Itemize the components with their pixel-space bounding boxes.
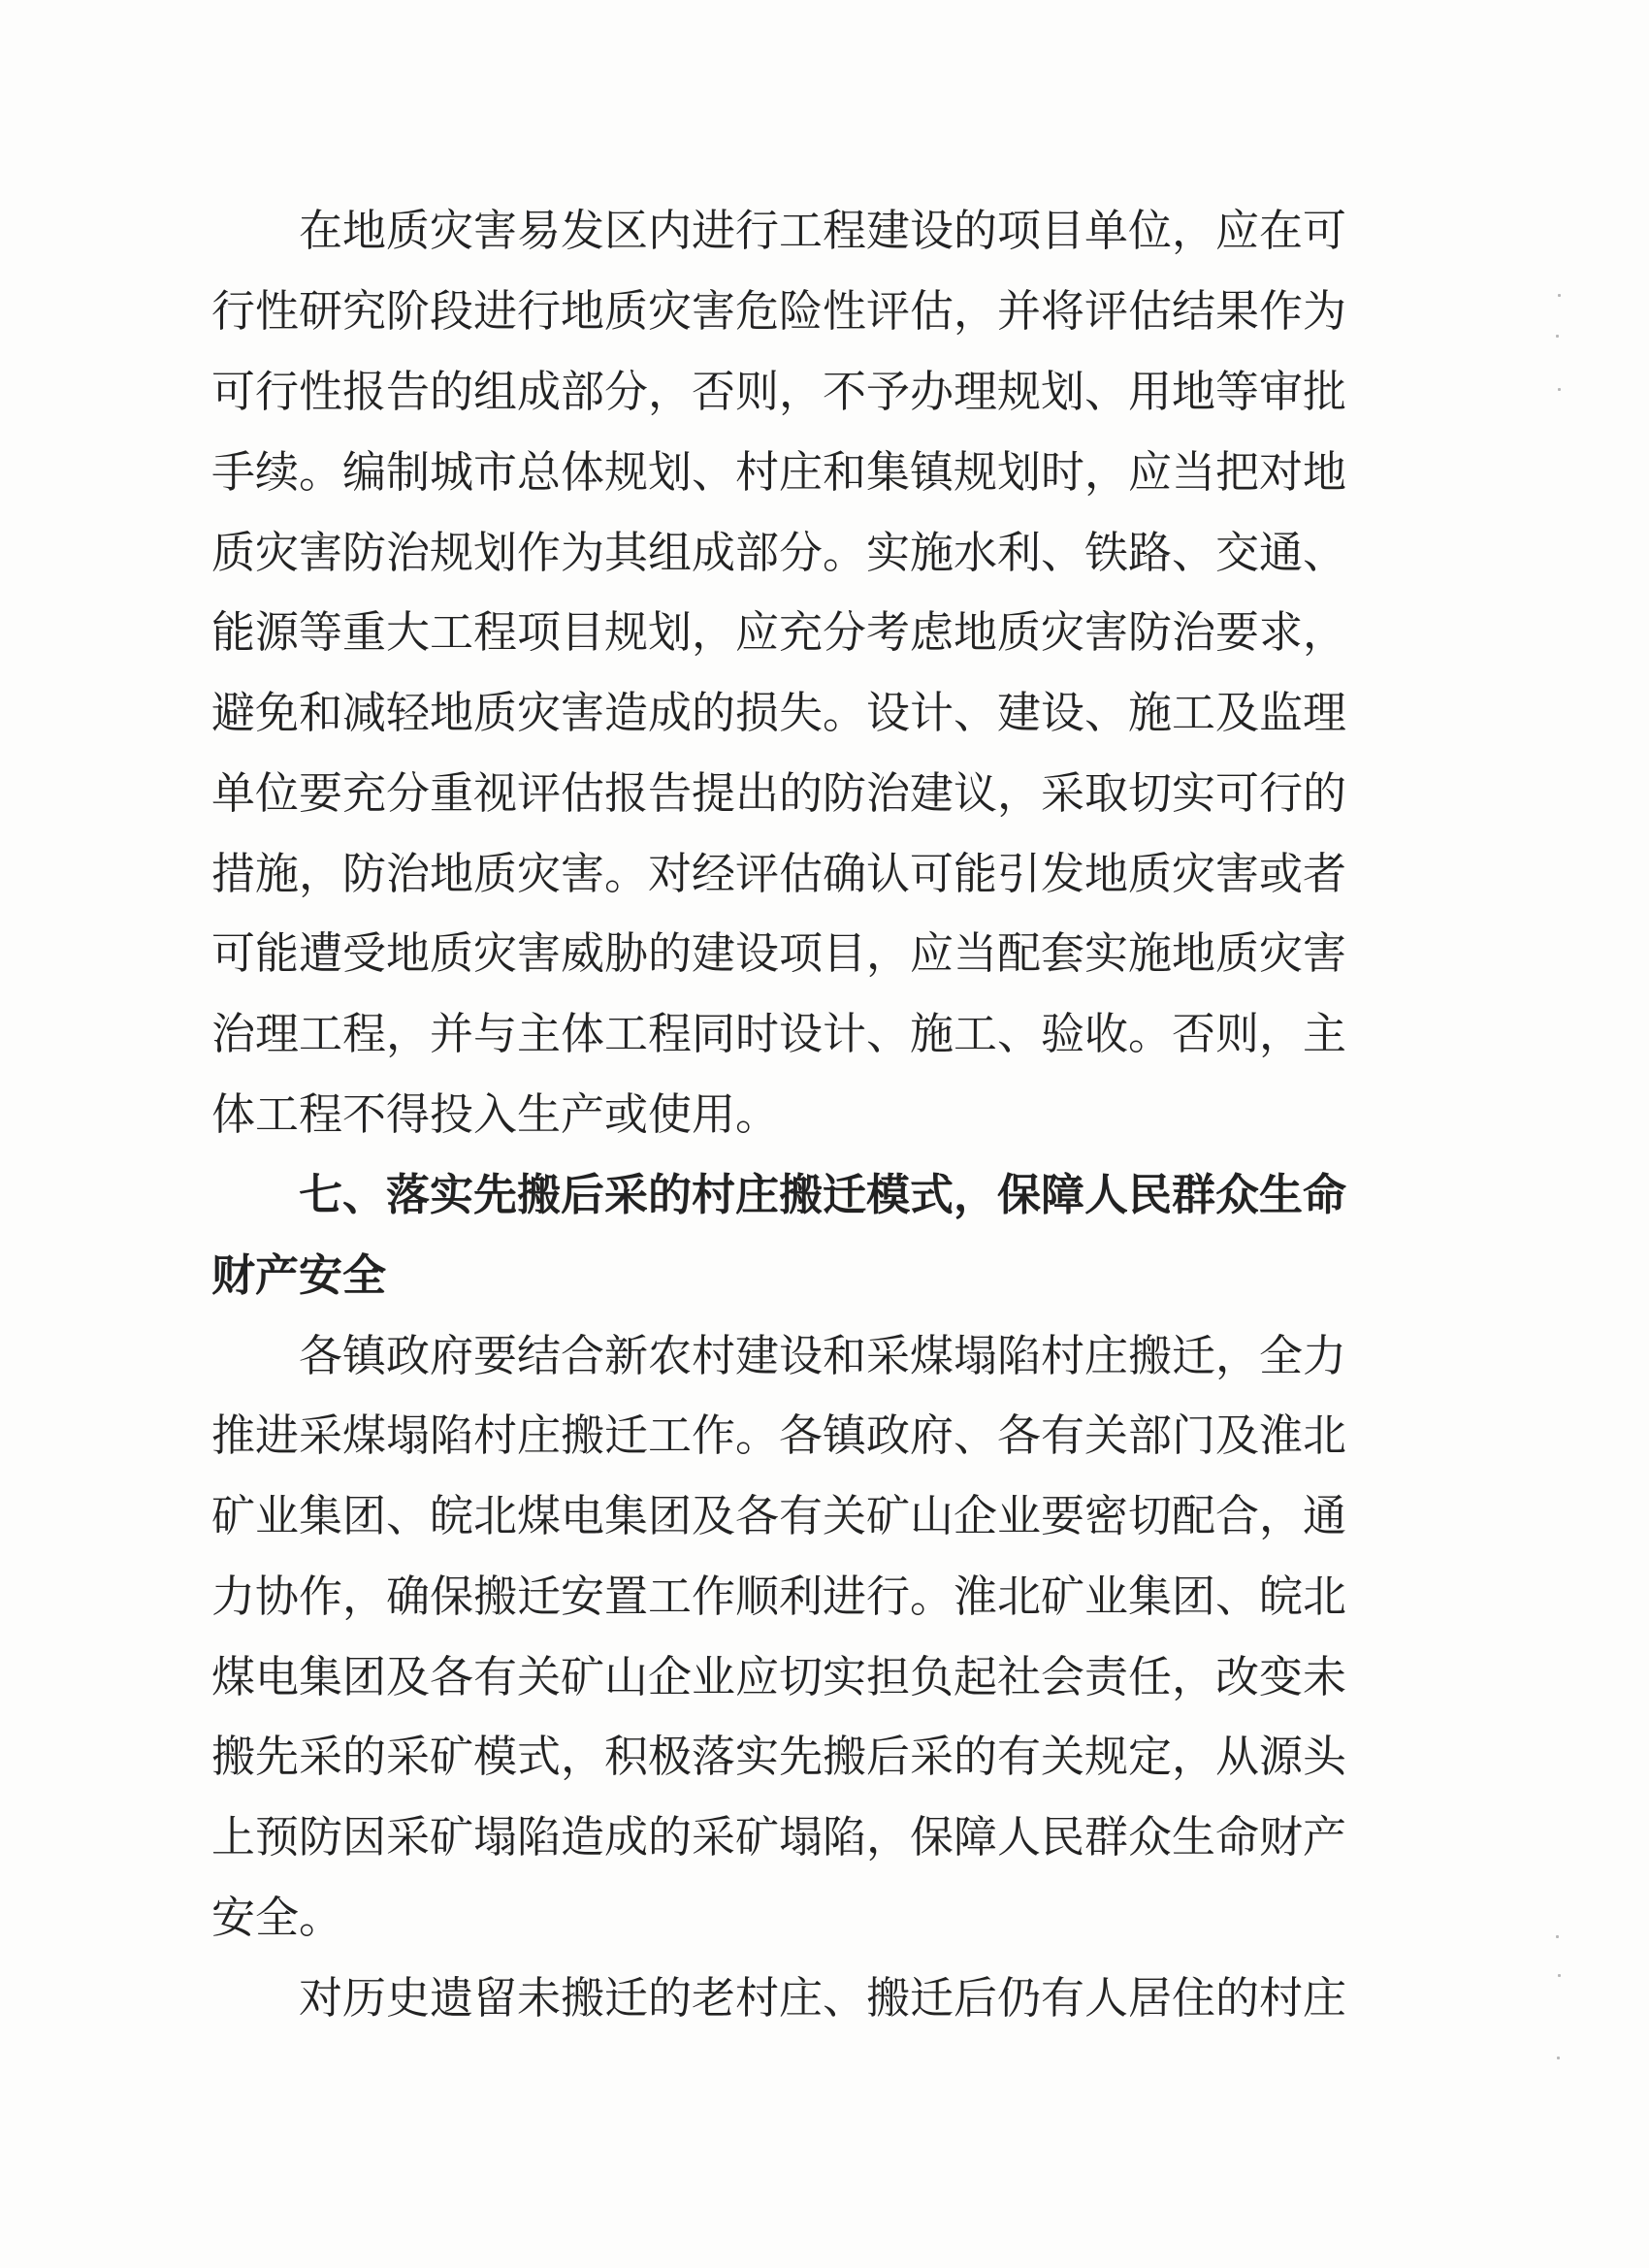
scan-speck (1558, 1974, 1561, 1977)
text-line: 措施，防治地质灾害。对经评估确认可能引发地质灾害或者 (211, 848, 1347, 899)
text-line: 煤电集团及各有关矿山企业应切实担负起社会责任，改变未 (211, 1651, 1347, 1702)
section-heading: 七、落实先搬后采的村庄搬迁模式，保障人民群众生命 (299, 1169, 1347, 1220)
scan-speck (1558, 388, 1561, 391)
text-line: 单位要充分重视评估报告提出的防治建议，采取切实可行的 (211, 767, 1347, 819)
text-line: 各镇政府要结合新农村建设和采煤塌陷村庄搬迁，全力 (299, 1330, 1347, 1381)
section-heading-continued: 财产安全 (211, 1249, 387, 1301)
text-line: 矿业集团、皖北煤电集团及各有关矿山企业要密切配合，通 (211, 1490, 1347, 1541)
text-line: 对历史遗留未搬迁的老村庄、搬迁后仍有人居住的村庄 (299, 1972, 1347, 2024)
text-line: 治理工程，并与主体工程同时设计、施工、验收。否则，主 (211, 1008, 1347, 1059)
text-line: 可能遭受地质灾害威胁的建设项目，应当配套实施地质灾害 (211, 927, 1347, 979)
scan-speck (1557, 2057, 1560, 2059)
text-line: 质灾害防治规划作为其组成部分。实施水利、铁路、交通、 (211, 527, 1347, 578)
text-line: 推进采煤塌陷村庄搬迁工作。各镇政府、各有关部门及淮北 (211, 1409, 1347, 1461)
text-line: 搬先采的采矿模式，积极落实先搬后采的有关规定，从源头 (211, 1731, 1347, 1782)
text-line: 可行性报告的组成部分，否则，不予办理规划、用地等审批 (211, 366, 1347, 417)
text-line: 上预防因采矿塌陷造成的采矿塌陷，保障人民群众生命财产 (211, 1811, 1347, 1863)
text-line: 避免和减轻地质灾害造成的损失。设计、建设、施工及监理 (211, 687, 1347, 738)
scan-speck (1556, 1935, 1559, 1938)
text-line: 力协作，确保搬迁安置工作顺利进行。淮北矿业集团、皖北 (211, 1571, 1347, 1622)
text-line: 手续。编制城市总体规划、村庄和集镇规划时，应当把对地 (211, 446, 1347, 498)
text-line: 安全。 (211, 1892, 343, 1943)
text-line: 在地质灾害易发区内进行工程建设的项目单位，应在可 (299, 205, 1347, 256)
scan-speck (1558, 294, 1561, 297)
scan-speck (1556, 335, 1559, 338)
text-line: 行性研究阶段进行地质灾害危险性评估，并将评估结果作为 (211, 285, 1347, 337)
text-line: 体工程不得投入生产或使用。 (211, 1088, 780, 1140)
text-line: 能源等重大工程项目规划，应充分考虑地质灾害防治要求， (211, 606, 1347, 658)
